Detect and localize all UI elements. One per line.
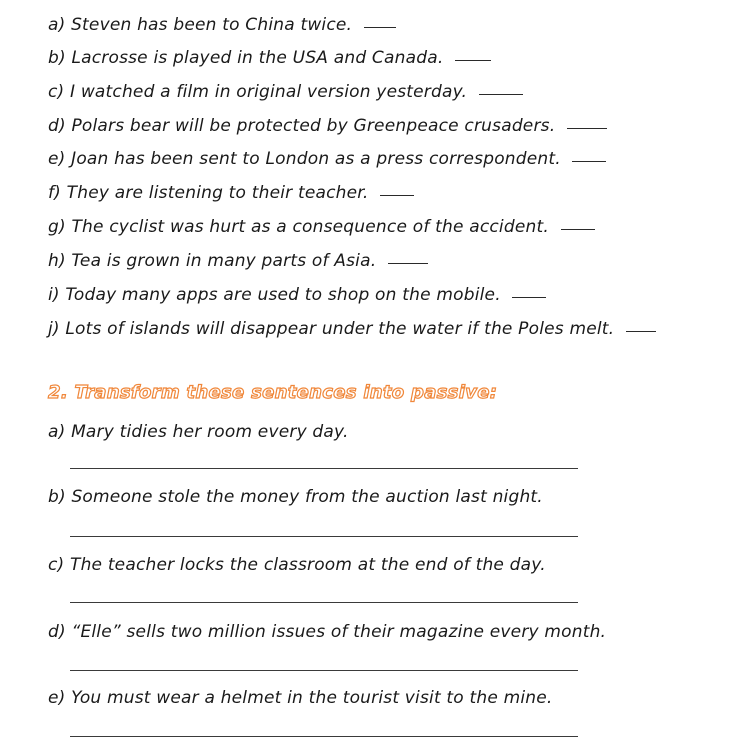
item-letter: g) bbox=[48, 217, 66, 237]
item-sentence: Joan has been sent to London as a press correspondent. bbox=[71, 149, 561, 169]
answer-blank[interactable] bbox=[380, 194, 414, 196]
exercise-2-item-a bbox=[48, 421, 349, 443]
item-sentence: I watched a film in original version yesterday. bbox=[70, 82, 468, 102]
item-letter: c) bbox=[48, 82, 65, 102]
exercise-2-item-b bbox=[48, 486, 543, 508]
item-letter: h) bbox=[48, 251, 66, 271]
exercise-2-item-d bbox=[48, 621, 606, 643]
item-sentence: Tea is grown in many parts of Asia. bbox=[71, 251, 377, 271]
item-letter: e) bbox=[48, 149, 66, 169]
item-letter: d) bbox=[48, 116, 66, 136]
answer-blank[interactable] bbox=[364, 26, 396, 28]
exercise-1-item-a bbox=[48, 14, 396, 36]
answer-blank[interactable] bbox=[512, 296, 546, 298]
item-sentence: Polars bear will be protected by Greenpeace crusaders. bbox=[71, 116, 556, 136]
item-letter: i) bbox=[48, 285, 60, 305]
answer-blank[interactable] bbox=[388, 262, 428, 264]
item-letter: a) bbox=[48, 15, 66, 35]
item-sentence: Lots of islands will disappear under the water if the Poles melt. bbox=[65, 319, 615, 339]
answer-line[interactable] bbox=[70, 536, 578, 537]
exercise-1-item-c bbox=[48, 81, 523, 103]
item-sentence: Lacrosse is played in the USA and Canada. bbox=[71, 48, 444, 68]
exercise-1-item-g bbox=[48, 216, 595, 238]
answer-blank[interactable] bbox=[561, 228, 595, 230]
item-letter: e) bbox=[48, 688, 66, 708]
item-sentence: “Elle” sells two million issues of their magazine every month. bbox=[71, 622, 607, 642]
item-sentence: The teacher locks the classroom at the end of the day. bbox=[70, 555, 546, 575]
answer-blank[interactable] bbox=[567, 127, 607, 129]
answer-blank[interactable] bbox=[455, 59, 491, 61]
exercise-1-item-i bbox=[48, 284, 546, 306]
exercise-2-item-e bbox=[48, 687, 553, 709]
item-sentence: Someone stole the money from the auction last night. bbox=[71, 487, 543, 507]
item-sentence: Today many apps are used to shop on the mobile. bbox=[65, 285, 501, 305]
answer-line[interactable] bbox=[70, 602, 578, 603]
answer-line[interactable] bbox=[70, 736, 578, 737]
answer-blank[interactable] bbox=[626, 330, 656, 332]
exercise-1-item-f bbox=[48, 182, 414, 204]
item-sentence: The cyclist was hurt as a consequence of the accident. bbox=[71, 217, 549, 237]
item-letter: b) bbox=[48, 487, 66, 507]
item-sentence: You must wear a helmet in the tourist visit to the mine. bbox=[71, 688, 553, 708]
exercise-1-item-b bbox=[48, 47, 491, 69]
answer-line[interactable] bbox=[70, 670, 578, 671]
exercise-2-item-c bbox=[48, 554, 546, 576]
exercise-1-item-d bbox=[48, 115, 607, 137]
section-title: 2. Transform these sentences into passive: bbox=[48, 382, 498, 403]
item-letter: b) bbox=[48, 48, 66, 68]
exercise-1-item-j bbox=[48, 318, 656, 340]
answer-blank[interactable] bbox=[479, 93, 523, 95]
answer-blank[interactable] bbox=[572, 160, 606, 162]
item-letter: j) bbox=[48, 319, 60, 339]
item-letter: c) bbox=[48, 555, 65, 575]
answer-line[interactable] bbox=[70, 468, 578, 469]
item-sentence: Steven has been to China twice. bbox=[71, 15, 353, 35]
item-sentence: They are listening to their teacher. bbox=[66, 183, 369, 203]
item-letter: a) bbox=[48, 422, 66, 442]
item-letter: d) bbox=[48, 622, 66, 642]
item-sentence: Mary tidies her room every day. bbox=[71, 422, 349, 442]
exercise-1-item-e bbox=[48, 148, 606, 170]
item-letter: f) bbox=[48, 183, 62, 203]
exercise-1-item-h bbox=[48, 250, 428, 272]
